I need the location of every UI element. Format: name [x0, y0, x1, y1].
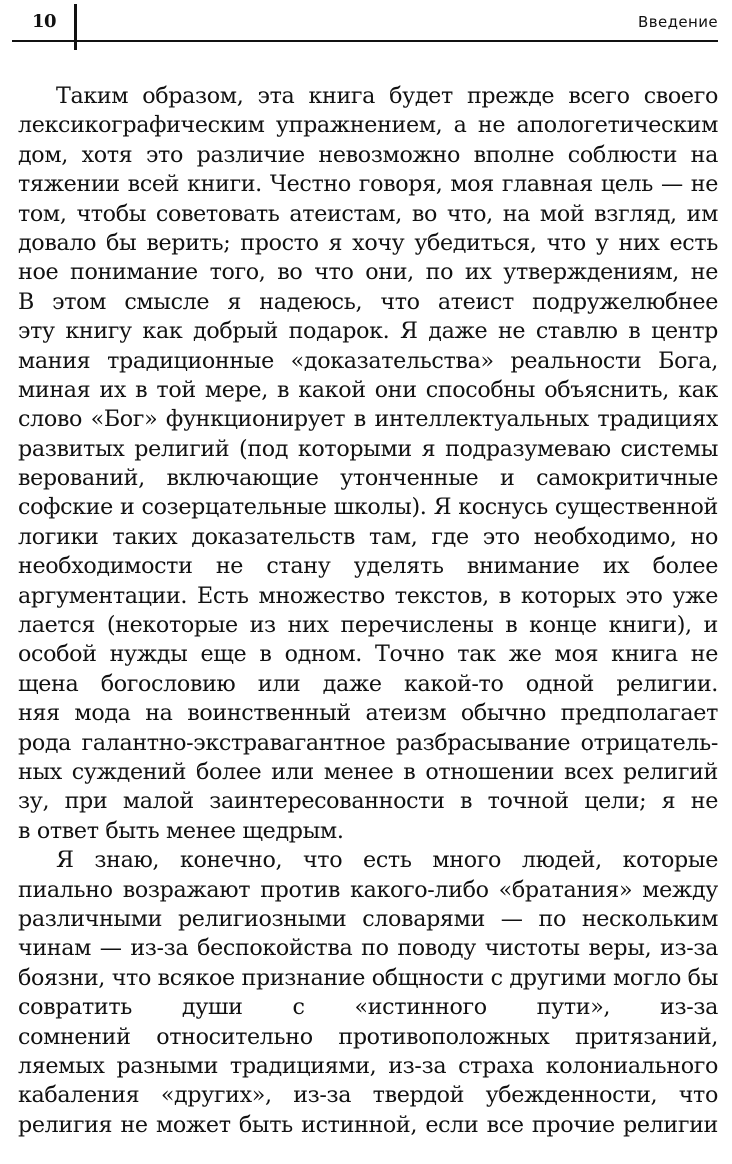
text-line: боязни, что всякое признание общности с другими могло бы — [18, 964, 718, 991]
running-head: Введение — [638, 13, 718, 31]
text-line: Таким образом, эта книга будет прежде всего своего — [56, 83, 718, 109]
text-line: сомнений относительно противоположных притязаний, — [18, 1023, 718, 1050]
header-vertical-rule — [74, 4, 77, 50]
text-line: няя мода на воинственный атеизм обычно предполагает — [18, 700, 718, 727]
text-line: совратить души с «истинного пути», из-за — [18, 994, 718, 1021]
paragraph-1 — [18, 82, 718, 846]
text-line: миная их в той мере, в какой они способны объяснить, как — [18, 376, 718, 403]
body-text — [18, 82, 718, 1140]
text-line: рода галантно-экстравагантное разбрасывание отрицатель- — [18, 729, 718, 756]
text-line: зу, при малой заинтересованности в точной цели; я не — [18, 788, 718, 815]
text-line: слово «Бог» функционирует в интеллектуальных традициях — [18, 406, 718, 433]
text-line: аргументации. Есть множество текстов, в которых это уже — [18, 582, 718, 609]
text-line: кабаления «других», из-за твердой убежденности, что — [18, 1082, 718, 1109]
text-line: щена богословию или даже какой-то одной религии. — [18, 670, 718, 697]
text-line: логики таких доказательств там, где это необходимо, но — [18, 523, 718, 550]
text-line: мания традиционные «доказательства» реальности Бога, — [18, 347, 718, 374]
text-line: тяжении всей книги. Честно говоря, моя главная цель — не — [18, 171, 718, 198]
page-header — [12, 0, 718, 46]
text-line: различными религиозными словарями — по нескольким — [18, 905, 718, 932]
text-line: необходимости не стану уделять внимание их более — [18, 553, 718, 580]
text-line: Я знаю, конечно, что есть много людей, которые — [56, 847, 718, 874]
page-number: 10 — [32, 11, 57, 32]
text-line: ляемых разными традициями, из-за страха колониального — [18, 1052, 718, 1079]
text-line: религия не может быть истинной, если все прочие религии — [18, 1111, 718, 1138]
text-line: ное понимание того, во что они, по их утверждениям, не — [18, 259, 718, 286]
text-line: лается (некоторые из них перечислены в конце книги), и — [18, 612, 718, 639]
text-line: том, чтобы советовать атеистам, во что, на мой взгляд, им — [18, 200, 718, 227]
text-line: эту книгу как добрый подарок. Я даже не ставлю в центр — [18, 318, 718, 345]
text-line: особой нужды еще в одном. Точно так же моя книга не — [18, 641, 718, 668]
text-line: довало бы верить; просто я хочу убедиться, что у них есть — [18, 229, 718, 256]
text-line: лексикографическим упражнением, а не апологетическим — [18, 112, 718, 139]
text-line: дом, хотя это различие невозможно вполне соблюсти на — [18, 141, 718, 168]
header-horizontal-rule — [12, 40, 718, 42]
text-line: пиально возражают против какого-либо «братания» между — [18, 876, 718, 903]
text-line: софские и созерцательные школы). Я коснусь существенной — [18, 494, 718, 521]
text-line: верований, включающие утонченные и самокритичные — [18, 465, 718, 492]
text-line: ных суждений более или менее в отношении всех религий — [18, 758, 718, 785]
paragraph-2 — [18, 846, 718, 1140]
text-line: В этом смысле я надеюсь, что атеист подружелюбнее — [18, 288, 718, 315]
text-line: в ответ быть менее щедрым. — [18, 817, 344, 844]
text-line: чинам — из-за беспокойства по поводу чистоты веры, из-за — [18, 935, 718, 962]
text-line: развитых религий (под которыми я подразумеваю системы — [18, 435, 718, 462]
